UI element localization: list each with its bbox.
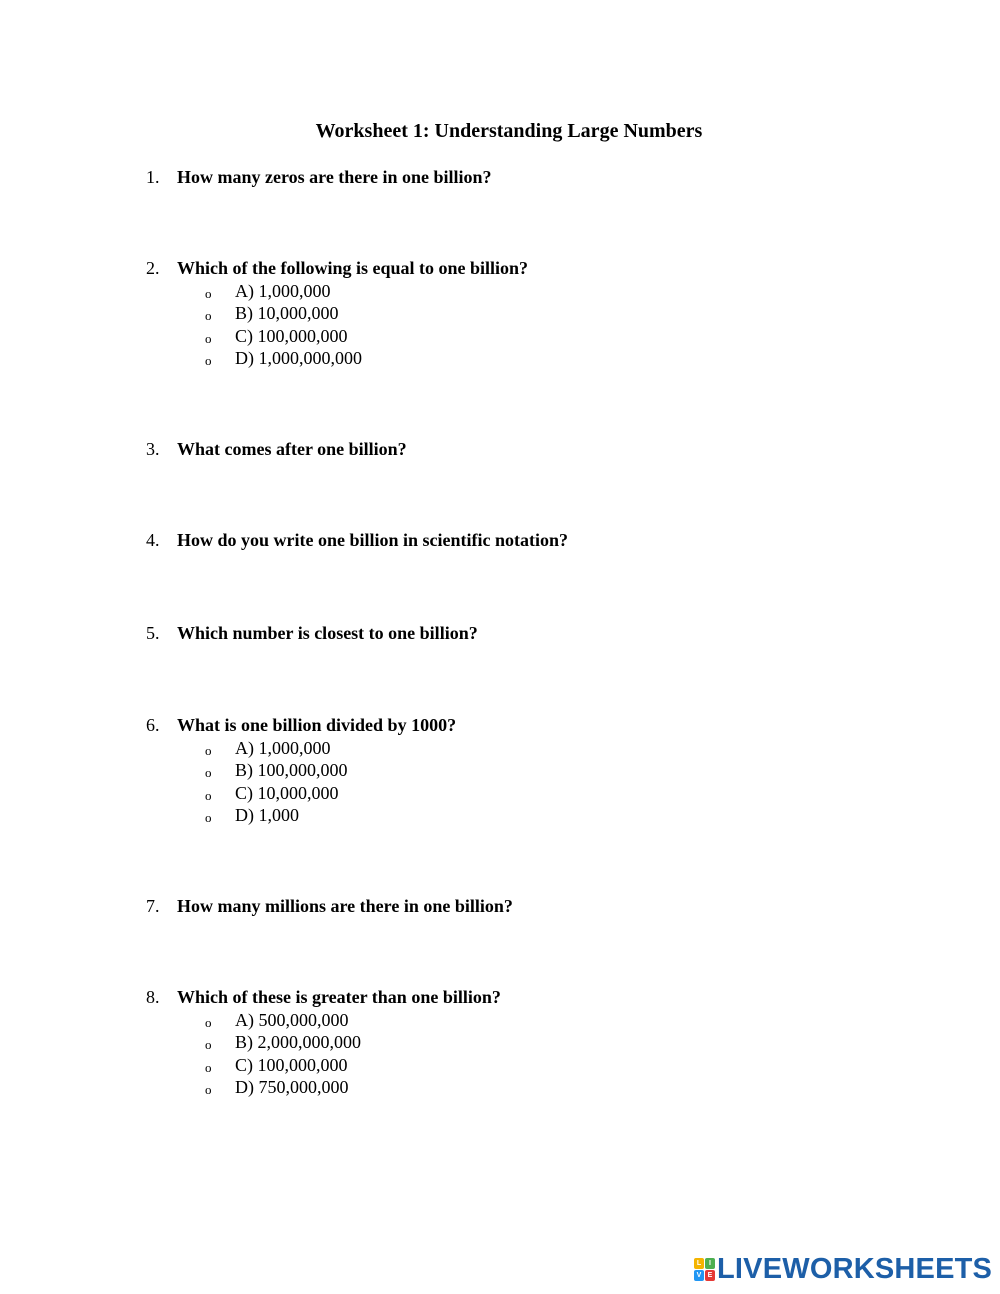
- question-number: 2.: [146, 258, 160, 278]
- option-item: [205, 302, 339, 326]
- bullet-icon: o: [205, 331, 212, 346]
- bullet-icon: o: [205, 308, 212, 323]
- option-text: C) 10,000,000: [235, 783, 339, 803]
- question-text: Which of the following is equal to one billion?: [177, 258, 529, 278]
- question-number: 3.: [146, 439, 160, 459]
- option-text: D) 750,000,000: [235, 1077, 349, 1097]
- option-text: A) 1,000,000: [235, 738, 331, 758]
- question-3: [146, 438, 407, 460]
- bullet-icon: o: [205, 743, 212, 758]
- question-number: 1.: [146, 167, 160, 187]
- option-item: [205, 1054, 348, 1078]
- option-item: [205, 325, 348, 349]
- option-item: [205, 347, 362, 371]
- question-number: 8.: [146, 987, 160, 1007]
- question-text: Which of these is greater than one billion?: [177, 987, 501, 1007]
- option-text: B) 10,000,000: [235, 303, 339, 323]
- option-text: B) 2,000,000,000: [235, 1032, 361, 1052]
- question-6: [146, 714, 456, 736]
- bullet-icon: o: [205, 353, 212, 368]
- question-4: [146, 529, 568, 551]
- option-item: [205, 782, 339, 806]
- option-item: [205, 1076, 349, 1100]
- question-1: [146, 166, 492, 188]
- option-text: D) 1,000: [235, 805, 299, 825]
- option-text: A) 500,000,000: [235, 1010, 349, 1030]
- bullet-icon: o: [205, 1060, 212, 1075]
- option-item: [205, 759, 348, 783]
- bullet-icon: o: [205, 765, 212, 780]
- option-text: A) 1,000,000: [235, 281, 331, 301]
- logo-icon-tile: V: [694, 1270, 704, 1281]
- option-text: B) 100,000,000: [235, 760, 348, 780]
- question-text: What comes after one billion?: [177, 439, 407, 459]
- logo-icon-tile: L: [694, 1258, 704, 1269]
- bullet-icon: o: [205, 1015, 212, 1030]
- question-text: Which number is closest to one billion?: [177, 623, 478, 643]
- question-number: 5.: [146, 623, 160, 643]
- question-7: [146, 895, 513, 917]
- bullet-icon: o: [205, 1082, 212, 1097]
- question-text: How do you write one billion in scientific notation?: [177, 530, 569, 550]
- bullet-icon: o: [205, 788, 212, 803]
- question-text: How many millions are there in one billion?: [177, 896, 513, 916]
- logo-icon: [694, 1258, 714, 1280]
- question-text: What is one billion divided by 1000?: [177, 715, 457, 735]
- bullet-icon: o: [205, 810, 212, 825]
- option-item: [205, 1009, 349, 1033]
- question-text: How many zeros are there in one billion?: [177, 167, 492, 187]
- bullet-icon: o: [205, 1037, 212, 1052]
- bullet-icon: o: [205, 286, 212, 301]
- question-number: 7.: [146, 896, 160, 916]
- question-number: 4.: [146, 530, 160, 550]
- question-number: 6.: [146, 715, 160, 735]
- option-item: [205, 737, 331, 761]
- logo-icon-tile: I: [705, 1258, 715, 1269]
- option-text: C) 100,000,000: [235, 1055, 348, 1075]
- logo-text: LIVEWORKSHEETS: [717, 1253, 993, 1285]
- logo-icon-tile: E: [705, 1270, 715, 1281]
- question-5: [146, 622, 478, 644]
- option-item: [205, 804, 299, 828]
- option-text: C) 100,000,000: [235, 326, 348, 346]
- page-title: Worksheet 1: Understanding Large Numbers: [315, 120, 703, 142]
- question-2: [146, 257, 528, 279]
- option-item: [205, 280, 331, 304]
- question-8: [146, 986, 501, 1008]
- option-item: [205, 1031, 361, 1055]
- option-text: D) 1,000,000,000: [235, 348, 362, 368]
- liveworksheets-logo[interactable]: [694, 1254, 992, 1284]
